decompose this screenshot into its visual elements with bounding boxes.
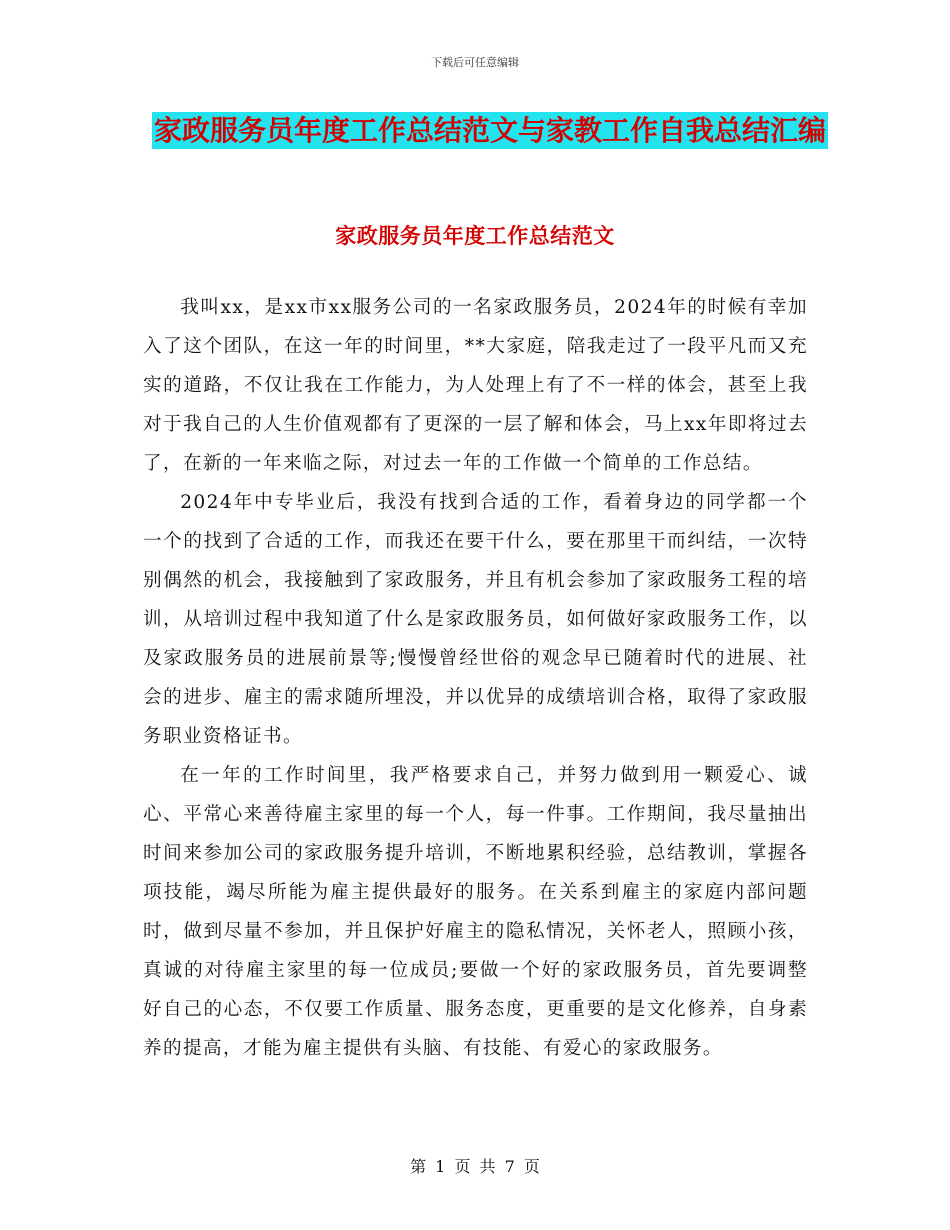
document-title-text: 家政服务员年度工作总结范文与家教工作自我总结汇编 [153,114,826,147]
section-title: 家政服务员年度工作总结范文 [335,224,615,248]
body-paragraph: 我叫xx，是xx市xx服务公司的一名家政服务员，2024年的时候有幸加入了这个团队，在这一年的时间里，**大家庭，陪我走过了一段平凡而又充实的道路，不仅让我在工作能力，为人处理上有了不一样的体会，甚至上我对于我自己的人生价值观都有了更深的一层了解和体会，马上xx年即将过去了，在新的一年来临之际，对过去一年的工作做一个简单的工作总结。 [143,297,808,474]
body-paragraph: 2024年中专毕业后，我没有找到合适的工作，看着身边的同学都一个一个的找到了合适的工作，而我还在要干什么，要在那里干而纠结，一次特别偶然的机会，我接触到了家政服务，并且有机会参加了家政服务工程的培训，从培训过程中我知道了什么是家政服务员，如何做好家政服务工作，以及家政服务员的进展前景等;慢慢曾经世俗的观念早已随着时代的进展、社会的进步、雇主的需求随所埋没，并以优异的成绩培训合格，取得了家政服务职业资格证书。 [143,492,808,747]
body-paragraph: 在一年的工作时间里，我严格要求自己，并努力做到用一颗爱心、诚心、平常心来善待雇主家里的每一个人，每一件事。工作期间，我尽量抽出时间来参加公司的家政服务提升培训，不断地累积经验，总结教训，掌握各项技能，竭尽所能为雇主提供最好的服务。在关系到雇主的家庭内部问题时，做到尽量不参加，并且保护好雇主的隐私情况，关怀老人，照顾小孩，真诚的对待雇主家里的每一位成员;要做一个好的家政服务员，首先要调整好自己的心态，不仅要工作质量、服务态度，更重要的是文化修养，自身素养的提高，才能为雇主提供有头脑、有技能、有爱心的家政服务。 [143,765,808,1059]
document-body [143,288,808,1068]
document-title [140,108,840,154]
header-note: 下载后可任意编辑 [431,56,519,69]
page-number: 第 1 页 共 7 页 [410,1157,540,1176]
